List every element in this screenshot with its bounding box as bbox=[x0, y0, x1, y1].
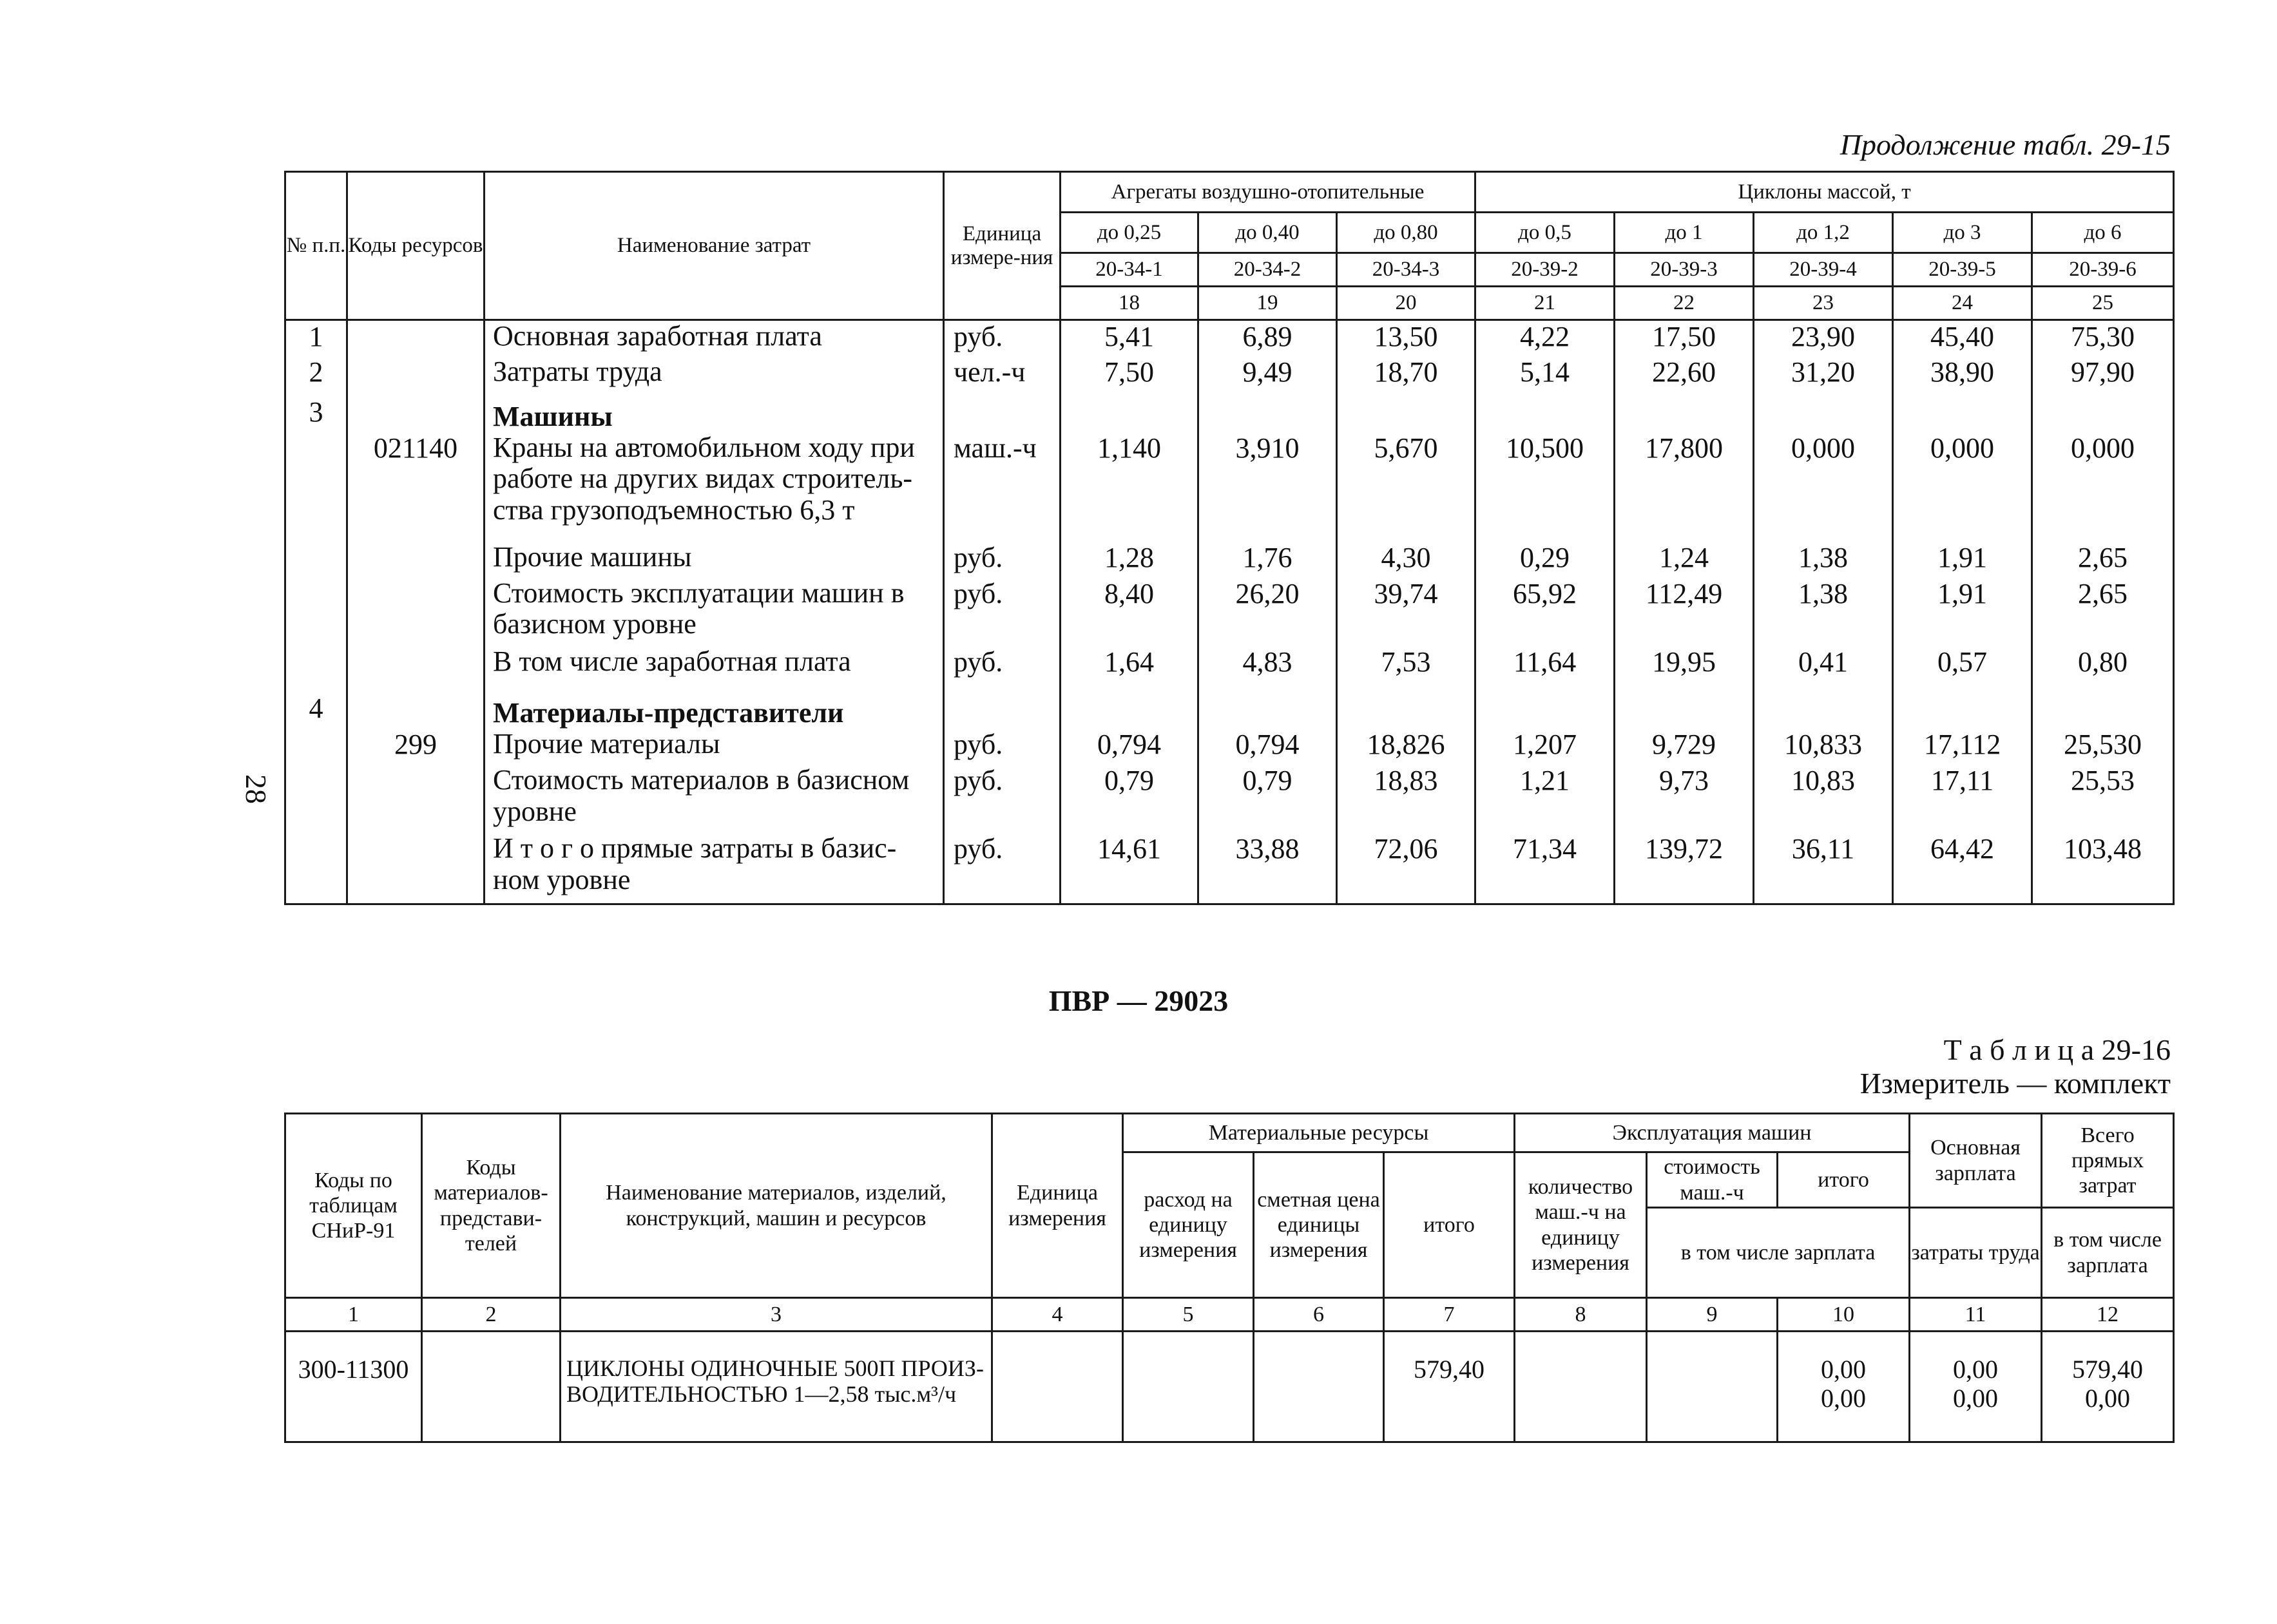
t2-colnum-text: 10 bbox=[1832, 1302, 1855, 1326]
header-group-aggregates-text: Агрегаты воздушно-отопительные bbox=[1111, 180, 1425, 204]
row-value: 9,73 bbox=[1615, 765, 1754, 833]
row-value: 0,80 bbox=[2032, 646, 2174, 689]
table-row bbox=[285, 729, 2174, 765]
t2-colnum-text: 5 bbox=[1182, 1302, 1194, 1326]
t2-header-unit bbox=[992, 1114, 1123, 1298]
colnum-text: 25 bbox=[2092, 291, 2114, 315]
t2-colnum bbox=[285, 1298, 422, 1332]
row-code bbox=[347, 356, 485, 392]
row-value: 0,000 bbox=[2032, 432, 2174, 542]
page-number bbox=[235, 770, 273, 808]
t2-colnum-text: 12 bbox=[2097, 1302, 2119, 1326]
t2-row-salary bbox=[1910, 1332, 2042, 1442]
row-value: 5,14 bbox=[1475, 356, 1615, 392]
row-name: Краны на автомобильном ходу при работе на других видах строитель-ства грузоподъемностью 6,3 т bbox=[485, 432, 944, 542]
row-name: И т о г о прямые затраты в базис-ном уровне bbox=[485, 833, 944, 904]
t2-colnum bbox=[1384, 1298, 1515, 1332]
size-text: до 0,80 bbox=[1374, 220, 1438, 244]
row-value: 10,833 bbox=[1754, 729, 1893, 765]
t2-colnum-text: 9 bbox=[1706, 1302, 1718, 1326]
size-cell bbox=[1061, 213, 1198, 253]
row-value: 1,140 bbox=[1061, 432, 1198, 542]
row-unit bbox=[944, 392, 1061, 432]
row-value: 103,48 bbox=[2032, 833, 2174, 904]
t2-colnum bbox=[2042, 1298, 2174, 1332]
row-value: 17,112 bbox=[1893, 729, 2032, 765]
t2-header-name bbox=[561, 1114, 992, 1298]
t2-header-total-direct-text: Всего прямых затрат bbox=[2071, 1123, 2144, 1198]
row-name: Машины bbox=[485, 392, 944, 432]
row-value: 9,49 bbox=[1198, 356, 1337, 392]
row-value: 10,83 bbox=[1754, 765, 1893, 833]
row-code bbox=[347, 320, 485, 356]
colnum-text: 21 bbox=[1534, 291, 1556, 315]
t2-row-mat-total-text: 579,40 bbox=[1414, 1355, 1484, 1384]
size-text: до 0,25 bbox=[1097, 220, 1162, 244]
t2-row-code bbox=[285, 1332, 422, 1442]
t2-header-labor bbox=[1910, 1208, 2042, 1298]
t2-row-name-text: ЦИКЛОНЫ ОДИНОЧНЫЕ 500П ПРОИЗ-ВОДИТЕЛЬНОСТЬЮ 1—2,58 тыс.м³/ч bbox=[566, 1355, 984, 1408]
table-1-body bbox=[285, 320, 2174, 904]
row-value: 71,34 bbox=[1475, 833, 1615, 904]
header-name-text: Наименование затрат bbox=[617, 234, 811, 258]
row-value: 31,20 bbox=[1754, 356, 1893, 392]
row-value bbox=[1337, 689, 1475, 729]
row-num: 3 bbox=[285, 392, 347, 432]
t2-colnum-text: 1 bbox=[348, 1302, 359, 1326]
t2-row-total-direct bbox=[2042, 1332, 2174, 1442]
header-name bbox=[485, 172, 944, 320]
code-cell bbox=[1615, 253, 1754, 287]
row-num: 4 bbox=[285, 689, 347, 729]
row-unit bbox=[944, 689, 1061, 729]
t2-row-salary-a: 0,00 bbox=[1953, 1355, 1999, 1384]
row-unit: руб. bbox=[944, 729, 1061, 765]
header-num bbox=[285, 172, 347, 320]
row-value: 5,670 bbox=[1337, 432, 1475, 542]
code-cell bbox=[1198, 253, 1337, 287]
t2-colnum-text: 2 bbox=[485, 1302, 497, 1326]
t2-header-material-group-text: Материальные ресурсы bbox=[1208, 1120, 1429, 1145]
row-value: 0,41 bbox=[1754, 646, 1893, 689]
row-value: 25,530 bbox=[2032, 729, 2174, 765]
colnum-cell bbox=[1754, 287, 1893, 320]
table-row bbox=[285, 578, 2174, 646]
row-num bbox=[285, 729, 347, 765]
row-value bbox=[2032, 392, 2174, 432]
row-value: 18,826 bbox=[1337, 729, 1475, 765]
row-value: 7,50 bbox=[1061, 356, 1198, 392]
row-num bbox=[285, 646, 347, 689]
row-value bbox=[1893, 689, 2032, 729]
row-value bbox=[1198, 392, 1337, 432]
table-row bbox=[285, 833, 2174, 904]
size-cell bbox=[1893, 213, 2032, 253]
row-value: 1,38 bbox=[1754, 542, 1893, 578]
row-value: 2,65 bbox=[2032, 578, 2174, 646]
header-group-cyclones bbox=[1475, 172, 2174, 213]
row-value: 18,83 bbox=[1337, 765, 1475, 833]
t2-header-price-text: сметная цена единицы измерения bbox=[1257, 1187, 1380, 1263]
t2-colnum bbox=[992, 1298, 1123, 1332]
header-group-aggregates bbox=[1061, 172, 1475, 213]
code-cell bbox=[1893, 253, 2032, 287]
row-value: 4,83 bbox=[1198, 646, 1337, 689]
row-value: 72,06 bbox=[1337, 833, 1475, 904]
code-cell bbox=[1337, 253, 1475, 287]
row-value: 11,64 bbox=[1475, 646, 1615, 689]
row-code bbox=[347, 542, 485, 578]
t2-header-price bbox=[1254, 1152, 1384, 1298]
size-text: до 3 bbox=[1943, 220, 1981, 244]
t2-header-machines-group bbox=[1515, 1114, 1910, 1152]
t2-row-price bbox=[1254, 1332, 1384, 1442]
t2-row-consumption bbox=[1123, 1332, 1254, 1442]
row-value: 0,794 bbox=[1061, 729, 1198, 765]
row-value: 25,53 bbox=[2032, 765, 2174, 833]
row-name: Основная заработная плата bbox=[485, 320, 944, 356]
row-unit: руб. bbox=[944, 578, 1061, 646]
row-value: 23,90 bbox=[1754, 320, 1893, 356]
row-unit: руб. bbox=[944, 542, 1061, 578]
t2-colnum bbox=[1515, 1298, 1647, 1332]
t2-row-mach-total bbox=[1778, 1332, 1910, 1442]
table-29-16 bbox=[284, 1113, 2175, 1443]
t2-colnum bbox=[422, 1298, 561, 1332]
t2-colnum-text: 4 bbox=[1052, 1302, 1063, 1326]
t2-colnum-text: 6 bbox=[1313, 1302, 1324, 1326]
row-code bbox=[347, 833, 485, 904]
t2-row-material-code bbox=[422, 1332, 561, 1442]
row-value: 0,29 bbox=[1475, 542, 1615, 578]
row-value: 1,38 bbox=[1754, 578, 1893, 646]
row-value: 2,65 bbox=[2032, 542, 2174, 578]
code-cell bbox=[1061, 253, 1198, 287]
header-unit bbox=[944, 172, 1061, 320]
row-value bbox=[1475, 689, 1615, 729]
row-value: 65,92 bbox=[1475, 578, 1615, 646]
row-value: 1,64 bbox=[1061, 646, 1198, 689]
t2-row-total-direct-b: 0,00 bbox=[2085, 1383, 2131, 1413]
table2-measure-text: Измеритель — комплект bbox=[1859, 1067, 2171, 1100]
colnum-text: 18 bbox=[1119, 291, 1140, 315]
t2-header-incl-salary-text: в том числе зарплата bbox=[1680, 1240, 1876, 1265]
row-value bbox=[1615, 689, 1754, 729]
colnum-text: 22 bbox=[1673, 291, 1695, 315]
t2-header-mach-cost bbox=[1647, 1152, 1778, 1208]
row-value: 1,91 bbox=[1893, 578, 2032, 646]
table2-caption-text: Т а б л и ц а 29-16 bbox=[1943, 1033, 2171, 1066]
row-value: 6,89 bbox=[1198, 320, 1337, 356]
colnum-text: 24 bbox=[1952, 291, 1974, 315]
t2-row-unit bbox=[992, 1332, 1123, 1442]
row-value: 7,53 bbox=[1337, 646, 1475, 689]
header-codes-text: Коды ресурсов bbox=[348, 234, 483, 258]
continuation-caption bbox=[1840, 128, 2171, 162]
t2-header-consumption-text: расход на единицу измерения bbox=[1139, 1187, 1237, 1263]
section-title-text: ПВР — 29023 bbox=[1048, 984, 1229, 1017]
row-num: 2 bbox=[285, 356, 347, 392]
code-cell bbox=[1475, 253, 1615, 287]
size-cell bbox=[1475, 213, 1615, 253]
colnum-cell bbox=[1061, 287, 1198, 320]
row-num bbox=[285, 833, 347, 904]
row-num bbox=[285, 765, 347, 833]
row-value: 1,207 bbox=[1475, 729, 1615, 765]
t2-colnum bbox=[1123, 1298, 1254, 1332]
table-row bbox=[285, 356, 2174, 392]
row-value: 4,22 bbox=[1475, 320, 1615, 356]
t2-header-unit-text: Единица измерения bbox=[1008, 1181, 1106, 1230]
size-cell bbox=[1615, 213, 1754, 253]
t2-row-code-text: 300-11300 bbox=[298, 1355, 409, 1384]
row-value: 10,500 bbox=[1475, 432, 1615, 542]
header-unit-text: Единица измере-ния bbox=[950, 222, 1053, 269]
t2-row-mat-total bbox=[1384, 1332, 1515, 1442]
row-code: 299 bbox=[347, 729, 485, 765]
row-code bbox=[347, 765, 485, 833]
table-row bbox=[285, 1332, 2174, 1442]
t2-colnum-text: 8 bbox=[1575, 1302, 1586, 1326]
t2-header-mach-cost-text: стоимость маш.-ч bbox=[1664, 1155, 1760, 1205]
row-num: 1 bbox=[285, 320, 347, 356]
colnum-cell bbox=[1615, 287, 1754, 320]
code-cell bbox=[1754, 253, 1893, 287]
t2-row-total-direct-a: 579,40 bbox=[2072, 1355, 2144, 1384]
row-value: 17,50 bbox=[1615, 320, 1754, 356]
table-29-15 bbox=[284, 171, 2175, 905]
row-code bbox=[347, 689, 485, 729]
row-value: 19,95 bbox=[1615, 646, 1754, 689]
row-value: 75,30 bbox=[2032, 320, 2174, 356]
t2-header-labor-text: затраты труда bbox=[1911, 1240, 2040, 1265]
t2-header-mach-total bbox=[1778, 1152, 1910, 1208]
row-value: 36,11 bbox=[1754, 833, 1893, 904]
t2-row-mach-total-b: 0,00 bbox=[1821, 1383, 1867, 1413]
row-value: 5,41 bbox=[1061, 320, 1198, 356]
header-group-cyclones-text: Циклоны массой, т bbox=[1738, 180, 1911, 204]
t2-header-base-salary bbox=[1910, 1114, 2042, 1208]
row-value bbox=[1754, 689, 1893, 729]
row-value: 97,90 bbox=[2032, 356, 2174, 392]
row-code bbox=[347, 578, 485, 646]
row-value: 0,000 bbox=[1754, 432, 1893, 542]
row-unit: руб. bbox=[944, 320, 1061, 356]
row-value: 39,74 bbox=[1337, 578, 1475, 646]
colnum-cell bbox=[1337, 287, 1475, 320]
row-value: 0,79 bbox=[1198, 765, 1337, 833]
colnum-text: 23 bbox=[1812, 291, 1834, 315]
row-name: Стоимость эксплуатации машин в базисном уровне bbox=[485, 578, 944, 646]
t2-colnum bbox=[1778, 1298, 1910, 1332]
row-value: 4,30 bbox=[1337, 542, 1475, 578]
code-text: 20-39-5 bbox=[1928, 258, 1996, 282]
row-value bbox=[1475, 392, 1615, 432]
size-text: до 0,5 bbox=[1518, 220, 1571, 244]
row-name: В том числе заработная плата bbox=[485, 646, 944, 689]
row-value: 0,000 bbox=[1893, 432, 2032, 542]
t2-header-mach-hours bbox=[1515, 1152, 1647, 1298]
code-text: 20-39-4 bbox=[1789, 258, 1857, 282]
row-value: 9,729 bbox=[1615, 729, 1754, 765]
size-text: до 1 bbox=[1665, 220, 1703, 244]
code-text: 20-34-3 bbox=[1372, 258, 1440, 282]
row-value: 1,21 bbox=[1475, 765, 1615, 833]
row-value: 18,70 bbox=[1337, 356, 1475, 392]
t2-colnum bbox=[1647, 1298, 1778, 1332]
row-value bbox=[1754, 392, 1893, 432]
section-title bbox=[0, 984, 2277, 1018]
t2-colnum bbox=[1254, 1298, 1384, 1332]
row-value: 22,60 bbox=[1615, 356, 1754, 392]
t2-header-material-group bbox=[1123, 1114, 1515, 1152]
t2-row-name bbox=[561, 1332, 992, 1442]
size-text: до 0,40 bbox=[1235, 220, 1300, 244]
size-cell bbox=[1337, 213, 1475, 253]
row-value bbox=[1615, 392, 1754, 432]
colnum-cell bbox=[1475, 287, 1615, 320]
t2-header-mat-total bbox=[1384, 1152, 1515, 1298]
row-unit: маш.-ч bbox=[944, 432, 1061, 542]
row-value: 14,61 bbox=[1061, 833, 1198, 904]
row-value bbox=[1337, 392, 1475, 432]
code-text: 20-34-2 bbox=[1233, 258, 1302, 282]
t2-header-base-salary-text: Основная зарплата bbox=[1930, 1136, 2021, 1185]
row-value: 1,76 bbox=[1198, 542, 1337, 578]
code-text: 20-39-2 bbox=[1511, 258, 1579, 282]
row-name: Прочие машины bbox=[485, 542, 944, 578]
code-text: 20-39-3 bbox=[1650, 258, 1718, 282]
row-value: 17,800 bbox=[1615, 432, 1754, 542]
table-row bbox=[285, 320, 2174, 356]
code-text: 20-34-1 bbox=[1095, 258, 1163, 282]
t2-header-machines-group-text: Эксплуатация машин bbox=[1612, 1120, 1812, 1145]
t2-header-codes-text: Коды по таблицам СНиР-91 bbox=[309, 1168, 398, 1243]
row-value: 0,57 bbox=[1893, 646, 2032, 689]
t2-colnum bbox=[561, 1298, 992, 1332]
row-value bbox=[1198, 689, 1337, 729]
row-value: 17,11 bbox=[1893, 765, 2032, 833]
continuation-text: Продолжение табл. 29-15 bbox=[1840, 128, 2171, 161]
row-value: 26,20 bbox=[1198, 578, 1337, 646]
table-row bbox=[285, 765, 2174, 833]
row-code: 021140 bbox=[347, 432, 485, 542]
t2-row-mach-cost bbox=[1647, 1332, 1778, 1442]
t2-colnum bbox=[1910, 1298, 2042, 1332]
row-value: 112,49 bbox=[1615, 578, 1754, 646]
colnum-text: 20 bbox=[1395, 291, 1417, 315]
row-code bbox=[347, 646, 485, 689]
t2-colnum-text: 3 bbox=[771, 1302, 782, 1326]
t2-colnum-text: 7 bbox=[1443, 1302, 1455, 1326]
t2-row-mach-total-a: 0,00 bbox=[1821, 1355, 1867, 1384]
row-name: Материалы-представители bbox=[485, 689, 944, 729]
t2-header-material-codes bbox=[422, 1114, 561, 1298]
table2-caption bbox=[1944, 1033, 2171, 1067]
t2-header-consumption bbox=[1123, 1152, 1254, 1298]
header-num-text: № п.п. bbox=[286, 234, 346, 258]
row-code bbox=[347, 392, 485, 432]
row-num bbox=[285, 432, 347, 542]
row-value: 1,91 bbox=[1893, 542, 2032, 578]
t2-header-name-text: Наименование материалов, изделий, конструкций, машин и ресурсов bbox=[606, 1181, 946, 1230]
row-value: 38,90 bbox=[1893, 356, 2032, 392]
row-value bbox=[1061, 689, 1198, 729]
page-number-text: 28 bbox=[240, 774, 273, 804]
table-row bbox=[285, 646, 2174, 689]
t2-header-mach-total-text: итого bbox=[1818, 1167, 1869, 1192]
row-value: 0,794 bbox=[1198, 729, 1337, 765]
t2-header-codes bbox=[285, 1114, 422, 1298]
size-cell bbox=[2032, 213, 2174, 253]
row-value: 139,72 bbox=[1615, 833, 1754, 904]
t2-colnum-row bbox=[285, 1298, 2174, 1332]
t2-row-mach-hours bbox=[1515, 1332, 1647, 1442]
row-value bbox=[2032, 689, 2174, 729]
row-unit: руб. bbox=[944, 833, 1061, 904]
row-unit: руб. bbox=[944, 765, 1061, 833]
size-text: до 6 bbox=[2084, 220, 2122, 244]
table2-measure bbox=[1860, 1066, 2171, 1100]
size-cell bbox=[1754, 213, 1893, 253]
row-value: 1,24 bbox=[1615, 542, 1754, 578]
t2-colnum-text: 11 bbox=[1965, 1302, 1986, 1326]
code-cell bbox=[2032, 253, 2174, 287]
colnum-cell bbox=[2032, 287, 2174, 320]
row-value: 45,40 bbox=[1893, 320, 2032, 356]
t2-header-mat-total-text: итого bbox=[1423, 1212, 1475, 1237]
colnum-text: 19 bbox=[1256, 291, 1278, 315]
colnum-cell bbox=[1198, 287, 1337, 320]
row-value: 3,910 bbox=[1198, 432, 1337, 542]
colnum-cell bbox=[1893, 287, 2032, 320]
row-value bbox=[1061, 392, 1198, 432]
size-cell bbox=[1198, 213, 1337, 253]
t2-header-incl-salary bbox=[1647, 1208, 1910, 1298]
row-value: 13,50 bbox=[1337, 320, 1475, 356]
t2-header-material-codes-text: Коды материалов-представи-телей bbox=[434, 1156, 548, 1256]
t2-row-salary-b: 0,00 bbox=[1953, 1383, 1999, 1413]
row-value: 33,88 bbox=[1198, 833, 1337, 904]
row-value: 64,42 bbox=[1893, 833, 2032, 904]
row-name: Стоимость материалов в базисном уровне bbox=[485, 765, 944, 833]
table-row bbox=[285, 432, 2174, 542]
row-value bbox=[1893, 392, 2032, 432]
row-num bbox=[285, 542, 347, 578]
t2-header-mach-hours-text: количество маш.-ч на единицу измерения bbox=[1528, 1175, 1633, 1275]
t2-header-incl-salary-2-text: в том числе зарплата bbox=[2053, 1228, 2162, 1277]
code-text: 20-39-6 bbox=[2069, 258, 2137, 282]
t2-header-incl-salary-2 bbox=[2042, 1208, 2174, 1298]
row-num bbox=[285, 578, 347, 646]
row-unit: руб. bbox=[944, 646, 1061, 689]
t2-header-total-direct bbox=[2042, 1114, 2174, 1208]
size-text: до 1,2 bbox=[1796, 220, 1850, 244]
table-row bbox=[285, 689, 2174, 729]
table-row bbox=[285, 392, 2174, 432]
table-row bbox=[285, 542, 2174, 578]
row-value: 1,28 bbox=[1061, 542, 1198, 578]
row-value: 8,40 bbox=[1061, 578, 1198, 646]
row-unit: чел.-ч bbox=[944, 356, 1061, 392]
row-name: Затраты труда bbox=[485, 356, 944, 392]
row-value: 0,79 bbox=[1061, 765, 1198, 833]
header-codes bbox=[347, 172, 485, 320]
row-name: Прочие материалы bbox=[485, 729, 944, 765]
